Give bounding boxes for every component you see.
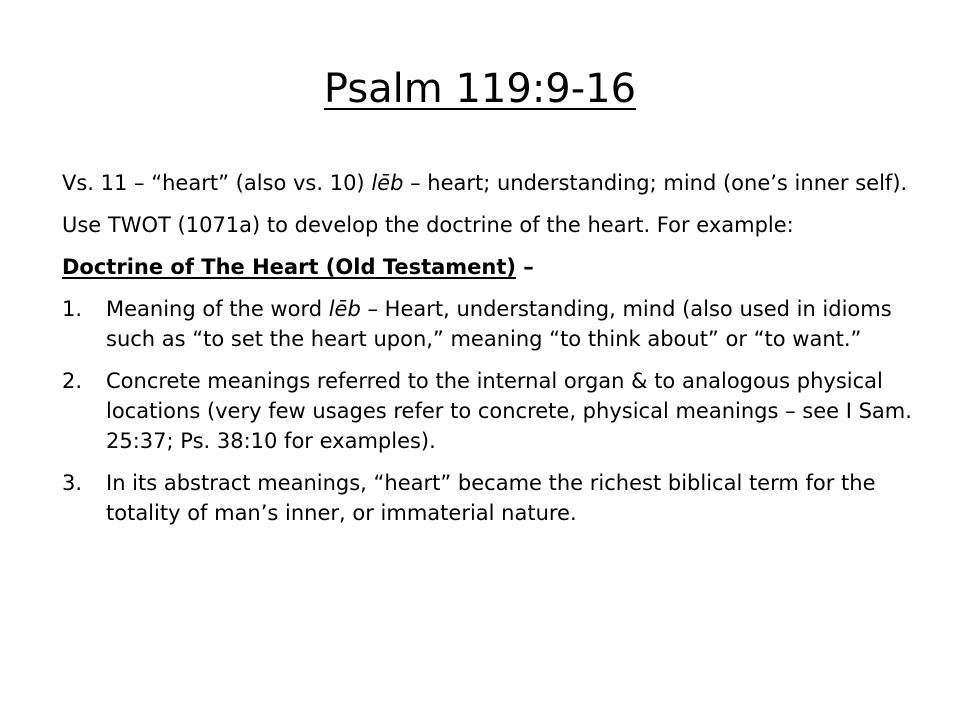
slide-title bbox=[0, 63, 960, 115]
slide-title-text: Psalm 119:9-16 bbox=[323, 66, 637, 112]
list-item-text bbox=[106, 294, 912, 354]
list-item-text-before: Meaning of the word bbox=[106, 297, 329, 321]
verse-note bbox=[62, 168, 912, 198]
doctrine-heading-suffix: – bbox=[516, 255, 534, 279]
list-item-text-after: – Heart, understanding, mind (also used in idioms such as “to set the heart upon,” meaning “to think about” or “to want.” bbox=[106, 297, 892, 351]
list-item-text: In its abstract meanings, “heart” became the richest biblical term for the totality of man’s inner, or immaterial nature. bbox=[106, 471, 876, 525]
instruction-text: Use TWOT (1071a) to develop the doctrine of the heart. For example: bbox=[62, 213, 794, 237]
list-item-number: 3. bbox=[62, 471, 83, 495]
list-item-text: Concrete meanings referred to the internal organ & to analogous physical locations (very few usages refer to concrete, physical meanings – see I Sam. 25:37; Ps. 38:10 for examples). bbox=[106, 369, 912, 453]
verse-note-after: – heart; understanding; mind (one’s inner self). bbox=[403, 171, 908, 195]
verse-note-before: Vs. 11 – “heart” (also vs. 10) bbox=[62, 171, 372, 195]
verse-note-term: lēb bbox=[371, 171, 404, 195]
doctrine-heading bbox=[62, 252, 912, 282]
list-item-number: 1. bbox=[62, 297, 83, 321]
slide-body bbox=[62, 168, 912, 540]
list-item-term: lēb bbox=[328, 297, 361, 321]
list-item bbox=[62, 294, 912, 354]
doctrine-heading-title: Doctrine of The Heart (Old Testament) bbox=[62, 255, 516, 279]
list-item bbox=[62, 366, 912, 456]
list-item bbox=[62, 468, 912, 528]
list-item-number: 2. bbox=[62, 369, 83, 393]
